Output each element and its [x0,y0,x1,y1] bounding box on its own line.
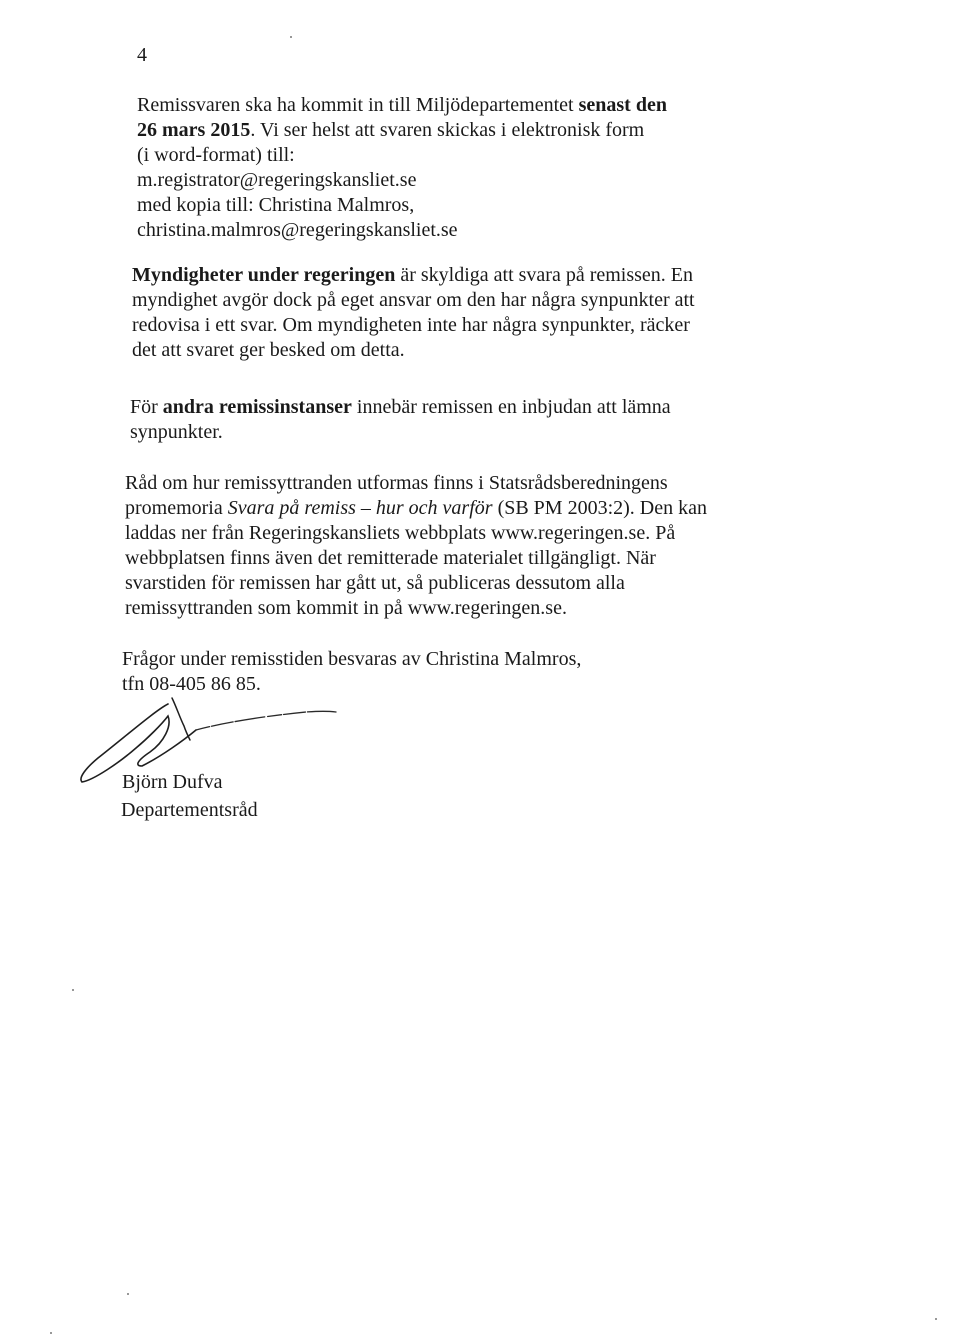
scan-speck [50,1332,52,1334]
text-line: redovisa i ett svar. Om myndigheten inte har några synpunkter, räcker [132,314,690,336]
contact-email: christina.malmros@regeringskansliet.se [137,219,458,241]
paragraph-authorities [132,263,695,363]
text-line: (i word-format) till: [137,144,295,166]
paragraph-other-bodies [130,395,671,445]
text-line: svarstiden för remissen har gått ut, så publiceras dessutom alla [125,572,625,594]
paragraph-questions [122,647,581,697]
other-bodies-emphasis: andra remissinstanser [162,396,352,418]
text-line: webbplatsen finns även det remitterade materialet tillgängligt. När [125,547,656,569]
text-line: Råd om hur remissyttranden utformas finns i Statsrådsberedningens [125,472,668,494]
scan-speck [290,36,292,38]
scan-speck [127,1293,129,1295]
authorities-emphasis: Myndigheter under regeringen [132,264,396,286]
text-line: promemoria Svara på remiss – hur och varför (SB PM 2003:2). Den kan [125,497,708,519]
deadline-date: 26 mars 2015 [137,119,251,141]
memo-title: Svara på remiss – hur och varför [227,497,493,519]
paragraph-guidance [125,471,707,621]
scan-speck [935,1318,937,1320]
text-line: med kopia till: Christina Malmros, [137,194,415,216]
text-line: Myndigheter under regeringen är skyldiga att svara på remissen. En [132,264,694,286]
text-line: Frågor under remisstiden besvaras av Christina Malmros, [122,648,582,670]
text-line: det att svaret ger besked om detta. [132,339,405,361]
signer-name: Björn Dufva [122,771,223,793]
page-number: 4 [137,44,147,66]
text-line: laddas ner från Regeringskansliets webbplats www.regeringen.se. På [125,522,676,544]
text-line: 26 mars 2015. Vi ser helst att svaren skickas i elektronisk form [137,119,645,141]
deadline-emphasis: senast den [578,94,667,116]
text-line: synpunkter. [130,421,223,443]
registrator-email: m.registrator@regeringskansliet.se [137,169,417,191]
paragraph-submission-deadline [137,93,667,243]
scan-speck [72,989,74,991]
text-line: För andra remissinstanser innebär remissen en inbjudan att lämna [130,396,671,418]
text-line: Remissvaren ska ha kommit in till Miljödepartementet senast den [137,94,667,116]
signer-title: Departementsråd [121,799,258,821]
text-line: remissyttranden som kommit in på www.regeringen.se. [125,597,567,619]
text-line: myndighet avgör dock på eget ansvar om den har några synpunkter att [132,289,695,311]
contact-phone: tfn 08-405 86 85. [122,673,261,695]
